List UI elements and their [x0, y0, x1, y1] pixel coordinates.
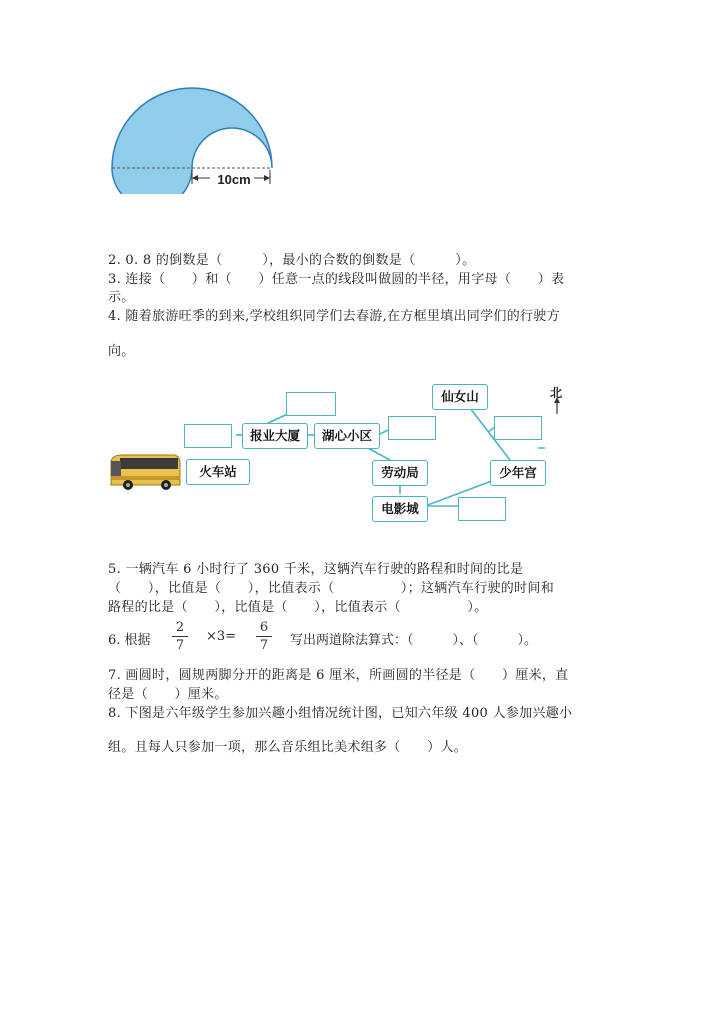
fraction-6-7: 6 7	[256, 620, 272, 653]
direction-answer-box-4[interactable]	[494, 416, 542, 440]
fraction-2-7: 2 7	[172, 620, 188, 653]
place-laodong: 劳动局	[372, 460, 428, 486]
place-shaonian: 少年宫	[490, 460, 546, 486]
dimension-label: 10cm	[217, 172, 251, 187]
question-5-line2: （ ），比值是（ ），比值表示（ ）；这辆汽车行驶的时间和	[108, 581, 555, 596]
direction-answer-box-1[interactable]	[184, 424, 232, 448]
question-5-line3: 路程的比是（ ），比值是（ ），比值表示（ ）。	[108, 600, 488, 615]
place-station: 火车站	[186, 459, 250, 485]
question-7-line2: 径是（ ）厘米。	[108, 687, 228, 702]
direction-answer-box-5[interactable]	[458, 497, 506, 521]
direction-answer-box-3[interactable]	[388, 416, 436, 440]
place-xiannv: 仙女山	[432, 384, 488, 410]
q6-suffix: 写出两道除法算式：（ ）、（ ）。	[290, 633, 538, 648]
direction-answer-box-2[interactable]	[286, 392, 336, 416]
question-3-line2: 示。	[108, 290, 135, 305]
place-baoye: 报业大厦	[242, 423, 308, 449]
place-huxin: 湖心小区	[314, 423, 380, 449]
place-dianying: 电影城	[372, 496, 428, 522]
question-4-line1: 4. 随着旅游旺季的到来,学校组织同学们去春游,在方框里填出同学们的行驶方	[108, 309, 560, 324]
route-map	[0, 380, 720, 530]
question-7-line1: 7. 画圆时，圆规两脚分开的距离是 6 厘米，所画圆的半径是（ ）厘米，直	[108, 668, 569, 683]
question-2: 2. 0. 8 的倒数是（ ），最小的合数的倒数是（ ）。	[108, 253, 476, 268]
question-8-line1: 8. 下图是六年级学生参加兴趣小组情况统计图，已知六年级 400 人参加兴趣小	[108, 706, 573, 721]
question-8-line2: 组。且每人只参加一项，那么音乐组比美术组多（ ）人。	[108, 740, 468, 755]
q6-prefix: 6. 根据	[108, 633, 151, 648]
q6-times: ×3=	[206, 629, 237, 644]
bus-icon	[108, 453, 182, 493]
question-6	[108, 620, 668, 660]
question-5-line1: 5. 一辆汽车 6 小时行了 360 千米，这辆汽车行驶的路程和时间的比是	[108, 562, 524, 577]
question-4-line2: 向。	[108, 344, 135, 359]
north-label: 北	[550, 386, 563, 400]
question-3-line1: 3. 连接（ ）和（ ）任意一点的线段叫做圆的半径，用字母（ ）表	[108, 272, 565, 287]
